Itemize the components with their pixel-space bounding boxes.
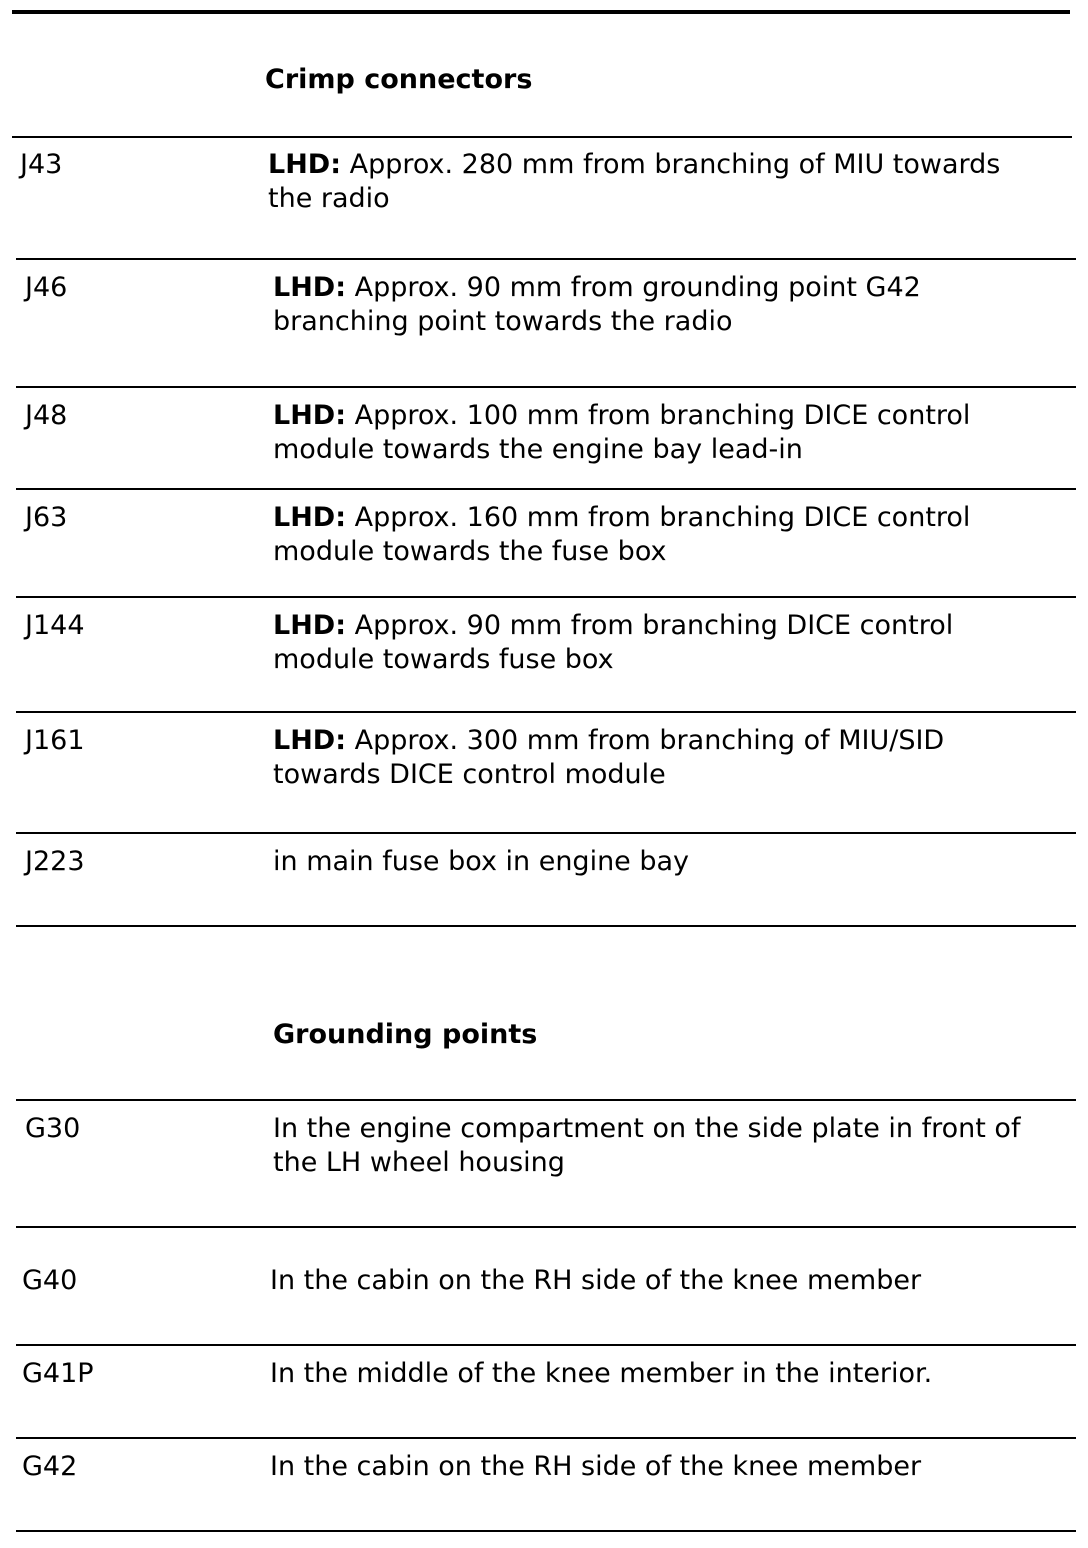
connector-description: [273, 845, 689, 879]
description-line: the radio: [268, 183, 390, 214]
grounding-points-heading: Grounding points: [273, 1019, 538, 1050]
row-divider: [16, 1099, 1076, 1101]
row-divider: [16, 832, 1076, 834]
grounding-code: G42: [22, 1451, 78, 1482]
crimp-connectors-heading: Crimp connectors: [265, 64, 533, 95]
description-line: Approx. 90 mm from branching DICE control: [346, 610, 954, 641]
description-line: the LH wheel housing: [273, 1147, 565, 1178]
lhd-label: LHD:: [273, 400, 347, 431]
connector-description: [273, 501, 970, 569]
row-divider: [16, 711, 1076, 713]
row-divider: [16, 386, 1076, 388]
lhd-label: LHD:: [268, 149, 342, 180]
lhd-label: LHD:: [273, 502, 347, 533]
connector-description: [268, 148, 1000, 216]
grounding-description: [273, 1112, 1020, 1180]
description-line: module towards the engine bay lead-in: [273, 434, 803, 465]
connector-code: J144: [25, 610, 85, 641]
connector-description: [273, 271, 921, 339]
bottom-rule: [16, 1530, 1076, 1532]
connector-code: J161: [25, 725, 85, 756]
description-line: In the cabin on the RH side of the knee member: [270, 1451, 922, 1482]
connector-description: [273, 724, 944, 792]
row-divider: [16, 488, 1076, 490]
description-line: Approx. 280 mm from branching of MIU towards: [341, 149, 1001, 180]
description-line: In the cabin on the RH side of the knee member: [270, 1265, 922, 1296]
connector-code: J48: [25, 400, 68, 431]
description-line: Approx. 160 mm from branching DICE control: [346, 502, 971, 533]
description-line: towards DICE control module: [273, 759, 666, 790]
connector-code: J43: [20, 149, 63, 180]
description-line: Approx. 100 mm from branching DICE control: [346, 400, 971, 431]
row-divider: [16, 1344, 1076, 1346]
grounding-description: [270, 1264, 921, 1298]
row-divider: [16, 1226, 1076, 1228]
grounding-code: G41P: [22, 1358, 94, 1389]
description-line: module towards fuse box: [273, 644, 614, 675]
row-divider: [12, 136, 1072, 138]
row-divider: [16, 258, 1076, 260]
connector-code: J223: [25, 846, 85, 877]
grounding-code: G30: [25, 1113, 81, 1144]
connector-code: J63: [25, 502, 68, 533]
description-line: branching point towards the radio: [273, 306, 733, 337]
grounding-description: [270, 1357, 932, 1391]
connector-description: [273, 399, 970, 467]
description-line: In the middle of the knee member in the interior.: [270, 1358, 933, 1389]
section-divider: [16, 925, 1076, 927]
lhd-label: LHD:: [273, 610, 347, 641]
top-rule: [12, 10, 1070, 14]
lhd-label: LHD:: [273, 725, 347, 756]
description-line: in main fuse box in engine bay: [273, 846, 690, 877]
row-divider: [16, 596, 1076, 598]
description-line: Approx. 90 mm from grounding point G42: [346, 272, 921, 303]
grounding-description: [270, 1450, 921, 1484]
description-line: Approx. 300 mm from branching of MIU/SID: [346, 725, 945, 756]
row-divider: [16, 1437, 1076, 1439]
description-line: In the engine compartment on the side plate in front of: [273, 1113, 1021, 1144]
description-line: module towards the fuse box: [273, 536, 667, 567]
lhd-label: LHD:: [273, 272, 347, 303]
grounding-code: G40: [22, 1265, 78, 1296]
connector-description: [273, 609, 953, 677]
connector-code: J46: [25, 272, 68, 303]
